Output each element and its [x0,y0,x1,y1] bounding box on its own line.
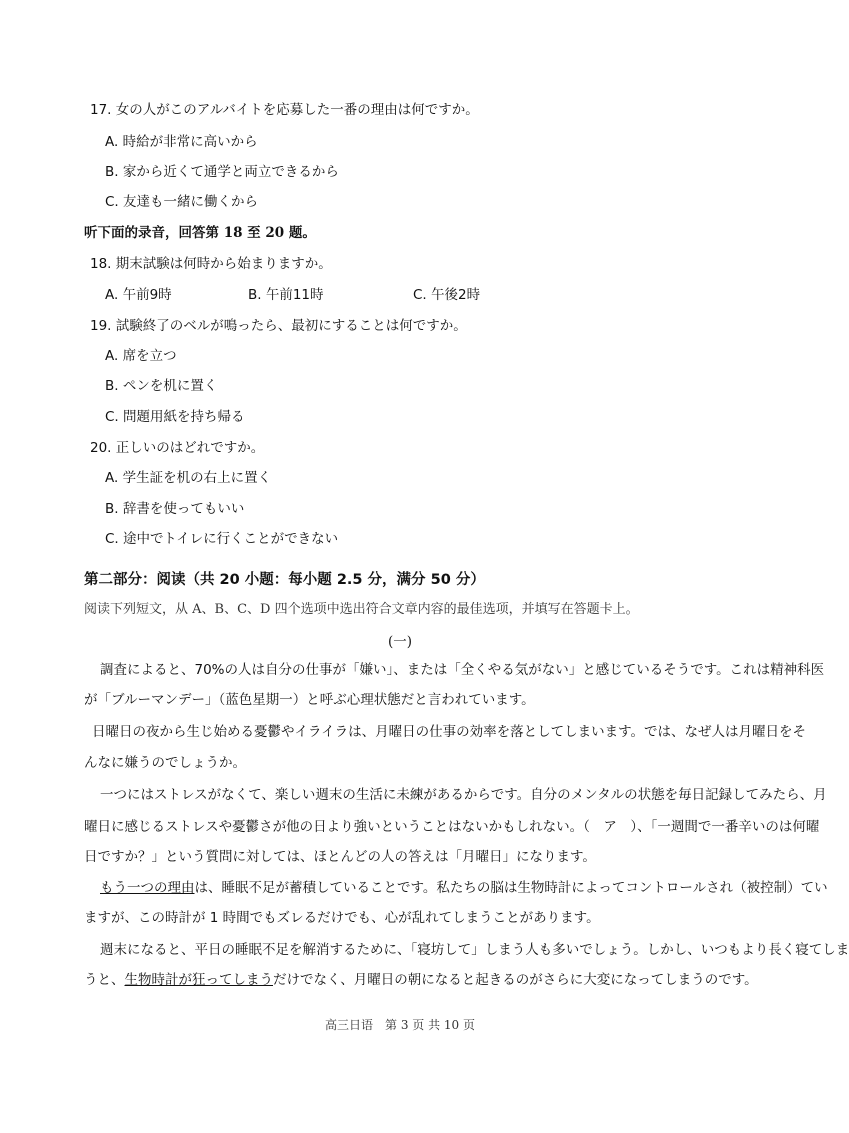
passage-p1-line2 [84,691,535,709]
passage-p5-line2-start: うと、 [84,972,125,988]
question-19-option-a: A. 席を立つ [105,348,177,364]
passage-p2-line2: んなに嫌うのでしょうか。 [84,755,246,771]
question-20-option-c: C. 途中でトイレに行くことができない [105,531,339,547]
passage-number: (一) [387,634,413,650]
passage-p4-line1-end: てい [800,880,828,896]
underlined-biological-clock: 生物時計が狂ってしまう [124,972,273,988]
question-20-option-a: A. 学生証を机の右上に置く [105,470,272,486]
blue-monday-gloss: （蓝色星期一） [218,692,307,708]
question-18-stem: 18. 期末試験は何時から始まりますか。 [90,256,332,272]
underlined-second-reason: もう一つの理由 [100,880,195,896]
question-20-stem: 20. 正しいのはどれですか。 [90,440,265,456]
question-17-option-b: B. 家から近くて通学と両立できるから [105,164,339,180]
question-17-option-c: C. 友達も一緒に働くから [105,194,259,210]
passage-p5-line1: 週末になると、平日の睡眠不足を解消するために、「寝坊して」しまう人も多いでしょう。しかし、いつもより長く寝てしま [100,942,849,958]
question-20-option-b: B. 辞書を使ってもいい [105,501,245,517]
passage-p3-line3: 日ですか？」という質問に対しては、ほとんどの人の答えは「月曜日」になります。 [84,849,596,865]
question-18-option-b: B. 午前11時 [248,287,324,303]
question-17-option-a: A. 時給が非常に高いから [105,134,258,150]
controlled-gloss: （被控制） [733,880,801,896]
question-17-stem: 17. 女の人がこのアルバイトを応募した一番の理由は何ですか。 [90,102,479,118]
section2-title: 第二部分：阅读（共 20 小题：每小题 2.5 分，满分 50 分） [84,572,485,588]
passage-p3-line2: 曜日に感じるストレスや憂鬱さが他の日より強いということはないかもしれない。（ ア ）、「一週間で一番辛いのは何曜 [84,819,820,835]
question-19-option-b: B. ペンを机に置く [105,378,218,394]
passage-p1-line1: 調査によると、70%の人は自分の仕事が「嫌い」、または「全くやる気がない」と感じているそうです。これは精神科医 [100,662,825,678]
passage-p5-line2-rest: だけでなく、月曜日の朝になると起きるのがさらに大変になってしまうのです。 [273,972,758,988]
listening-instruction: 听下面的录音，回答第 18 至 20 题。 [84,225,316,241]
blue-monday-term: が「ブルーマンデー」 [84,692,219,708]
question-19-option-c: C. 問題用紙を持ち帰る [105,409,245,425]
question-19-stem: 19. 試験終了のベルが鳴ったら、最初にすることは何ですか。 [90,318,467,334]
passage-p4-line1 [100,879,828,897]
passage-p3-line1: 一つにはストレスがなくて、楽しい週末の生活に未練があるからです。自分のメンタルの状態を毎日記録してみたら、月 [100,787,827,803]
passage-p2-line1: 日曜日の夜から生じ始める憂鬱やイライラは、月曜日の仕事の効率を落としてしまいます。では、なぜ人は月曜日をそ [92,724,807,740]
section2-instruction: 阅读下列短文，从 A、B、C、D 四个选项中选出符合文章内容的最佳选项，并填写在答题卡上。 [84,602,639,617]
passage-p1-line2-rest: と呼ぶ心理状態だと言われています。 [306,692,535,708]
passage-p5-line2 [84,971,758,989]
passage-p4-line1-text: は、睡眠不足が蓄積していることです。私たちの脳は生物時計によってコントロールされ [194,880,734,896]
question-18-option-a: A. 午前9時 [105,287,172,303]
passage-p4-line2: ますが、この時計が 1 時間でもズレるだけでも、心が乱れてしまうことがあります。 [84,910,600,926]
question-18-option-c: C. 午後2時 [413,287,481,303]
page-footer: 高三日语 第 3 页 共 10 页 [325,1018,475,1032]
